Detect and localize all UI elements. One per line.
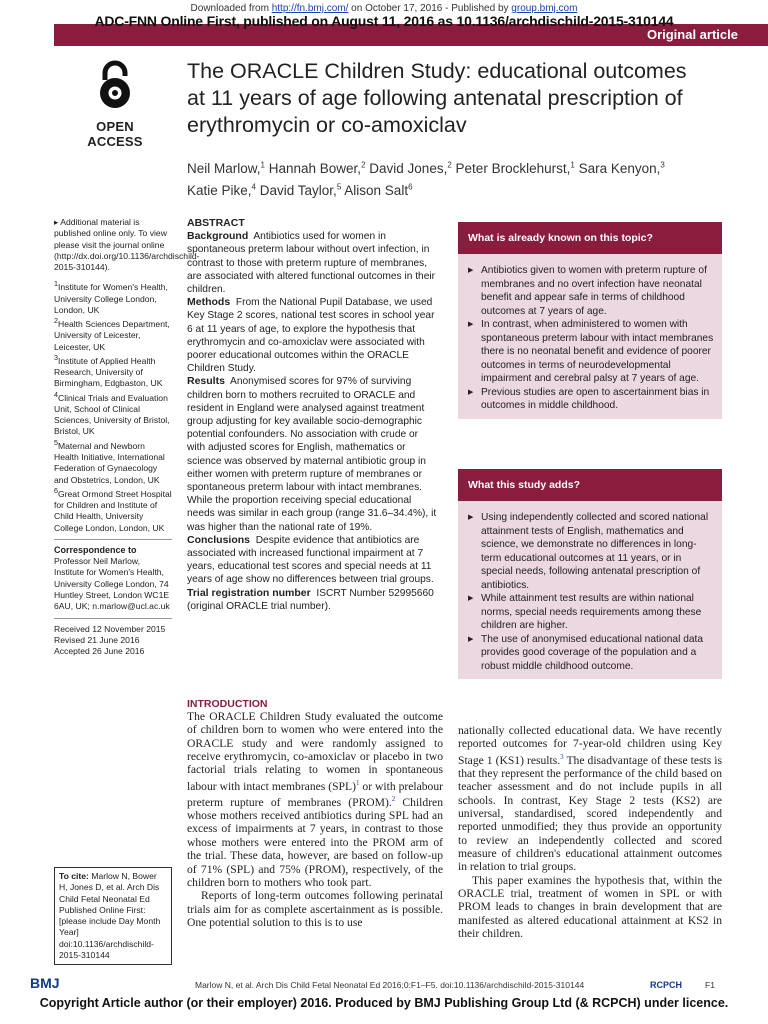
- bmj-logo: BMJ: [30, 975, 60, 991]
- received-date: Received 12 November 2015: [54, 623, 166, 634]
- correspondence-heading: Correspondence to: [54, 544, 137, 555]
- open-access-lock-icon: [95, 60, 135, 110]
- list-item: ▶ Previous studies are open to ascertainment bias in outcomes in middle childhood.: [468, 386, 714, 413]
- affiliation: $^6$Great Ormond Street Hospital for Children and Institute of Child Health, University College London, London, UK: [54, 486, 172, 533]
- page-number: F1: [705, 980, 715, 990]
- cite-box: [54, 867, 172, 965]
- cite-text: Marlow N, Bower H, Jones D, et al. Arch Dis Child Fetal Neonatal Ed Published Online First: [please include Day Month Year] doi:10.1136/archdischild-2015-310144: [59, 871, 161, 961]
- affiliation: $^3$Institute of Applied Health Research, University of Birmingham, Edgbaston, UK: [54, 353, 163, 389]
- intro-column-1: [187, 710, 443, 929]
- author: Neil Marlow,$^1$: [187, 160, 265, 176]
- sidebar-divider: [54, 618, 172, 619]
- list-item: ▶ Antibiotics given to women with preterm rupture of membranes and no overt infection have neonatal benefit and appear safe in terms of childhood outcomes at 7 years of age.: [468, 264, 714, 318]
- abstract-background: Background Antibiotics used for women in spontaneous preterm labour without overt infection, in contrast to those with preterm rupture of membranes, are associated with altered functional outcomes in their children.: [187, 230, 436, 296]
- download-line: Downloaded from http://fn.bmj.com/ on October 17, 2016 - Published by group.bmj.com: [190, 3, 578, 14]
- what-study-adds-list: [458, 501, 722, 679]
- author: David Jones,$^2$: [369, 160, 452, 176]
- author: Katie Pike,$^4$: [187, 182, 256, 198]
- download-link-group[interactable]: group.bmj.com: [511, 3, 578, 14]
- author: Sara Kenyon,$^3$: [578, 160, 665, 176]
- introduction-heading: INTRODUCTION: [187, 698, 268, 710]
- list-item: ▶ While attainment test results are within national norms, special needs requirements among these children are higher.: [468, 592, 714, 633]
- author-list: [187, 155, 707, 200]
- what-is-known-box: [458, 222, 722, 419]
- list-item: ▶ Using independently collected and scored national attainment tests of English, mathematics and science, we demonstrate no differences in long-term educational outcomes at 11 years, or in special needs, following antenatal prescription of antibiotics.: [468, 511, 714, 592]
- abstract-heading: ABSTRACT: [187, 217, 245, 229]
- download-link-fn[interactable]: http://fn.bmj.com/: [271, 3, 349, 14]
- abstract: [187, 217, 437, 613]
- section-label: Original article: [646, 27, 738, 42]
- author: Hannah Bower,$^2$: [268, 160, 366, 176]
- what-is-known-heading: What is already known on this topic?: [458, 222, 722, 254]
- intro-paragraph-2: Reports of long-term outcomes following perinatal trials aim for as complete ascertainment as is possible. One potential solution to this is to use: [187, 889, 443, 929]
- abstract-results: Results Anonymised scores for 97% of surviving children born to mothers recruited to ORACLE and resident in England were analysed against treatment group adjusting for key available socio-demographic potential confounders. No association with crude or with adjusted scores for English, mathematics or science was observed by maternal antibiotic group in either women with preterm rupture of membranes or spontaneous preterm labour with intact membranes. While the proportion receiving special educational needs was similar in each group (range 31.6–34.4%), it was higher than the national rate of 19%.: [187, 375, 437, 533]
- intro-column-2: [458, 724, 722, 940]
- affiliation: $^1$Institute for Women's Health, University College London, London, UK: [54, 280, 168, 315]
- what-is-known-list: [458, 254, 722, 419]
- correspondence-text: Professor Neil Marlow, Institute for Women's Health, University College London, 74 Huntley Street, London WC1E 6AU, UK; n.marlow@ucl.ac.uk: [54, 556, 170, 612]
- open-access-label: OPEN ACCESS: [87, 119, 143, 149]
- what-study-adds-box: [458, 469, 722, 679]
- affiliation: $^4$Clinical Trials and Evaluation Unit, School of Clinical Sciences, University of Bristol, Bristol, UK: [54, 390, 170, 437]
- article-title: The ORACLE Children Study: educational outcomes at 11 years of age following antenatal prescription of erythromycin or co-amoxiclav: [187, 59, 687, 137]
- accepted-date: Accepted 26 June 2016: [54, 646, 145, 657]
- intro-paragraph-3: nationally collected educational data. We have recently reported outcomes for 7-year-old children using Key Stage 1 (KS1) results.$^3$ The disadvantage of these tests is that they represent the performance of the child based on teacher assessment and do not include pupils in all schools. In contrast, Key Stage 2 tests (KS2) are universal, standardised, scored independently and reported unmodified; they thus provide an opportunity to review an independently collected and scored measure of children's educational attainment outcomes in relation to trial groups.: [458, 724, 722, 874]
- author: David Taylor,$^5$: [259, 182, 342, 198]
- author: Alison Salt$^6$: [344, 182, 413, 198]
- cite-label: To cite:: [59, 871, 89, 881]
- intro-paragraph-4: This paper examines the hypothesis that, within the ORACLE trial, treatment of women in SPL or with PROM leads to changes in brain development that are manifested as altered educational attainment at KS2 in their children.: [458, 873, 722, 941]
- abstract-conclusions: Conclusions Despite evidence that antibiotics are associated with increased functional impairment at 7 years, educational test scores and special needs at 11 years of age show no differences between trial groups.: [187, 533, 434, 586]
- sidebar: [54, 217, 200, 658]
- affiliation: $^5$Maternal and Newborn Health Initiative, International Federation of Gynaecology and Obstetrics, London, UK: [54, 438, 165, 485]
- rcpch-logo: RCPCH: [650, 980, 683, 990]
- abstract-trial-registration: Trial registration number ISCRT Number 52995660 (original ORACLE trial number).: [187, 586, 434, 612]
- additional-material-note: ▸ Additional material is published online only. To view please visit the journal online (http://dx.doi.org/10.1136/archdischild-2015-310144).: [54, 217, 200, 273]
- copyright-line: Copyright Article author (or their employer) 2016. Produced by BMJ Publishing Group Ltd (& RCPCH) under licence.: [39, 996, 729, 1010]
- affiliation: $^2$Health Sciences Department, University of Leicester, Leicester, UK: [54, 317, 170, 352]
- footer-citation: Marlow N, et al. Arch Dis Child Fetal Neonatal Ed 2016;0:F1–F5. doi:10.1136/archdischild-2015-310144: [195, 980, 585, 990]
- doi-line: ADC-FNN Online First, published on August 11, 2016 as 10.1136/archdischild-2015-310144: [94, 13, 674, 29]
- revised-date: Revised 21 June 2016: [54, 634, 140, 645]
- author: Peter Brocklehurst,$^1$: [455, 160, 575, 176]
- sidebar-divider: [54, 539, 172, 540]
- affiliations: [54, 279, 172, 533]
- open-access-logo: [70, 60, 160, 149]
- abstract-methods: Methods From the National Pupil Database, we used Key Stage 2 scores, national test scores in school year 6 at 11 years of age, to explore the hypothesis that erythromycin and co-amoxiclav were associated with poorer educational outcomes within the ORACLE Children Study.: [187, 296, 435, 375]
- list-item: ▶ The use of anonymised educational national data provides good coverage of the population and a robust middle childhood outcome.: [468, 633, 714, 674]
- what-study-adds-heading: What this study adds?: [458, 469, 722, 501]
- list-item: ▶ In contrast, when administered to women with spontaneous preterm labour with intact membranes there is no neonatal benefit and evidence of poorer outcomes in terms of neurodevelopmental impairment and cerebral palsy at 7 years of age.: [468, 318, 714, 386]
- intro-paragraph-1: The ORACLE Children Study evaluated the outcome of children born to women who were entered into the ORACLE study and were randomly assigned to receive erythromycin, co-amoxiclav or placebo in two factorial trials relating to women in spontaneous labour with intact membranes (SPL)$^1$ or with prelabour preterm rupture of membranes (PROM).$^2$ Children whose mothers received antibiotics during SPL had an excess of impairments at 7 years, in contrast to those whose mothers were entered into the PROM arm of the trial. These data, however, are based on follow-up of 71% (SPL) and 75% (PROM), respectively, of the children born to mothers who took part.: [187, 710, 444, 889]
